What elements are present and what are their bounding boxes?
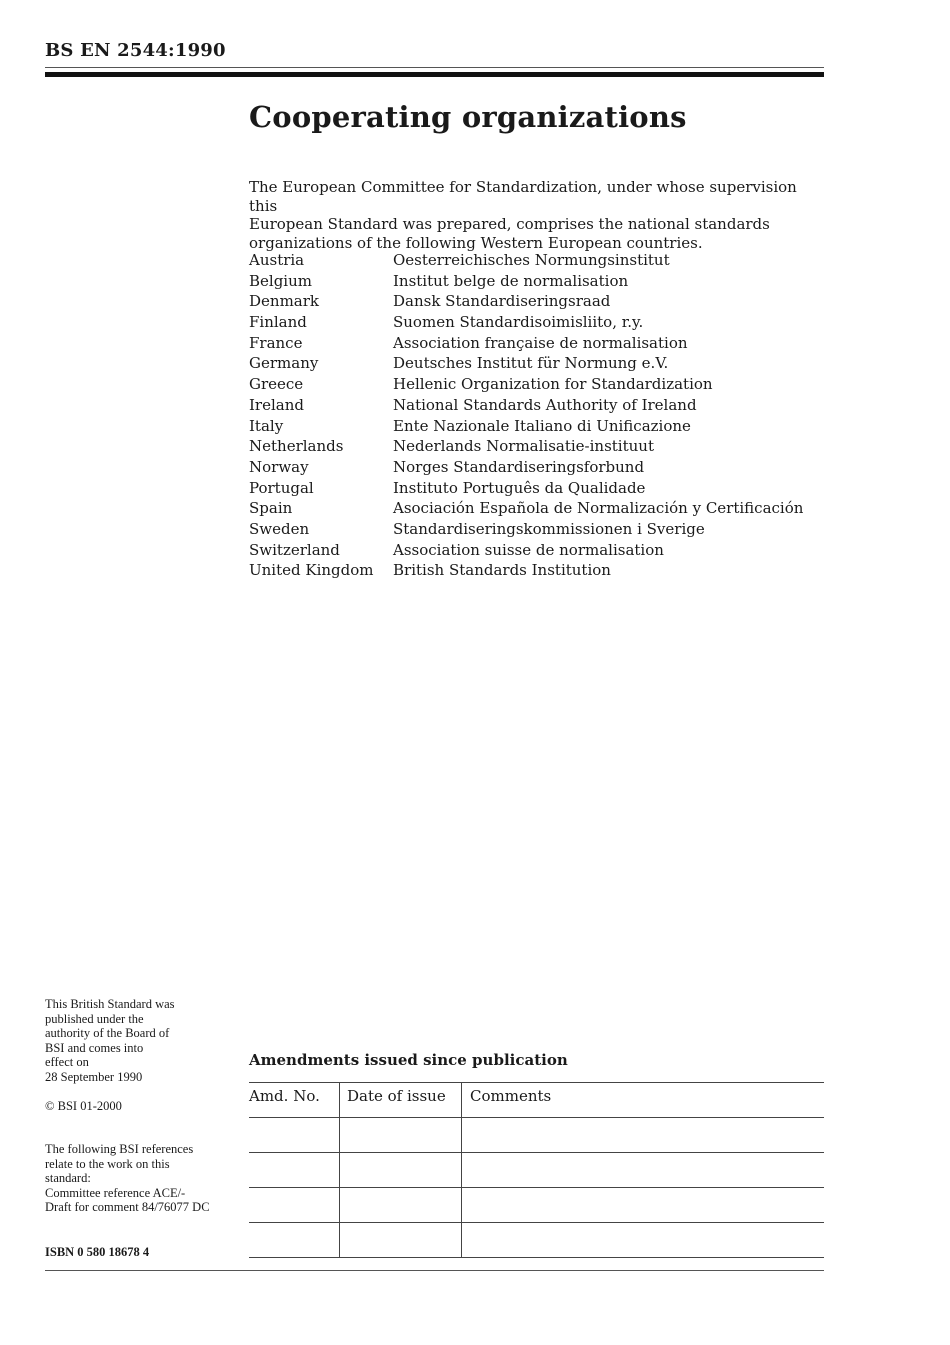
organization-name: Association suisse de normalisation <box>393 540 664 559</box>
organization-name: Hellenic Organization for Standardization <box>393 375 713 394</box>
organization-name: Dansk Standardiseringsraad <box>393 292 611 311</box>
footer-rule <box>45 1270 824 1271</box>
document-code: BS EN 2544:1990 <box>45 40 226 61</box>
header-rule-thick <box>45 72 824 77</box>
table-rule <box>249 1082 824 1083</box>
organization-name: Institut belge de normalisation <box>393 271 629 290</box>
organization-country: Austria <box>249 251 305 269</box>
column-divider <box>339 1082 340 1258</box>
publication-line: 28 September 1990 <box>45 1069 143 1084</box>
organization-name: Association française de normalisation <box>393 333 688 352</box>
amendments-title: Amendments issued since publication <box>249 1051 568 1069</box>
organization-row <box>249 312 803 333</box>
table-rule <box>249 1257 824 1258</box>
organization-country: France <box>249 333 303 352</box>
organization-name: British Standards Institution <box>393 561 611 580</box>
organization-row <box>249 416 803 437</box>
organization-row <box>249 271 803 292</box>
amendments-table <box>249 1082 824 1258</box>
organization-country: Ireland <box>249 395 304 414</box>
organization-row <box>249 519 803 540</box>
column-header-amd-no: Amd. No. <box>249 1087 320 1105</box>
intro-paragraph <box>249 178 829 252</box>
organization-name: Deutsches Institut für Normung e.V. <box>393 354 669 373</box>
organization-country: Switzerland <box>249 540 340 559</box>
organization-name: National Standards Authority of Ireland <box>393 395 697 414</box>
organization-country: Portugal <box>249 478 314 497</box>
column-divider <box>461 1082 462 1258</box>
publication-line: This British Standard was <box>45 997 175 1011</box>
organization-name: Norges Standardiseringsforbund <box>393 457 645 476</box>
organization-country: Finland <box>249 313 307 332</box>
organization-row <box>249 353 803 374</box>
references-line: relate to the work on this <box>45 1156 170 1171</box>
organization-row <box>249 374 803 395</box>
publication-line: authority of the Board of <box>45 1026 170 1041</box>
organization-row <box>249 250 803 271</box>
header-rule-thin <box>45 67 824 68</box>
organization-name: Oesterreichisches Normungsinstitut <box>393 251 670 269</box>
organization-country: Norway <box>249 457 309 476</box>
organization-name: Asociación Española de Normalización y Certificación <box>393 499 804 518</box>
organization-name: Ente Nazionale Italiano di Unificazione <box>393 416 691 435</box>
organization-country: Italy <box>249 416 284 435</box>
table-rule <box>249 1222 824 1223</box>
column-header-date-of-issue: Date of issue <box>347 1087 446 1105</box>
publication-note <box>45 997 175 1085</box>
organization-country: Spain <box>249 499 293 518</box>
publication-line: BSI and comes into <box>45 1040 144 1055</box>
organization-country: Germany <box>249 354 319 373</box>
organization-row <box>249 540 803 561</box>
organization-row <box>249 457 803 478</box>
intro-line: European Standard was prepared, comprises the national standards <box>249 215 770 233</box>
organization-row <box>249 291 803 312</box>
organization-row <box>249 498 803 519</box>
organization-list <box>249 250 803 581</box>
isbn: ISBN 0 580 18678 4 <box>45 1245 150 1259</box>
organization-country: United Kingdom <box>249 561 374 580</box>
table-rule <box>249 1117 824 1118</box>
organization-country: Netherlands <box>249 437 344 456</box>
organization-name: Instituto Português da Qualidade <box>393 478 646 497</box>
table-rule <box>249 1152 824 1153</box>
references-line: The following BSI references <box>45 1142 194 1156</box>
organization-row <box>249 333 803 354</box>
intro-line: The European Committee for Standardization, under whose supervision this <box>249 178 797 215</box>
table-rule <box>249 1187 824 1188</box>
page-title: Cooperating organizations <box>249 100 687 134</box>
organization-row <box>249 395 803 416</box>
column-header-comments: Comments <box>470 1087 552 1105</box>
references-line: standard: <box>45 1171 91 1186</box>
intro-line: organizations of the following Western European countries. <box>249 233 703 252</box>
organization-country: Denmark <box>249 292 319 311</box>
organization-row <box>249 560 803 581</box>
organization-country: Greece <box>249 375 304 394</box>
organization-row <box>249 436 803 457</box>
organization-name: Standardiseringskommissionen i Sverige <box>393 519 705 538</box>
organization-name: Suomen Standardisoimisliito, r.y. <box>393 313 644 332</box>
organization-name: Nederlands Normalisatie-instituut <box>393 437 654 456</box>
organization-country: Belgium <box>249 271 312 290</box>
references-note <box>45 1142 210 1215</box>
publication-line: effect on <box>45 1055 89 1070</box>
references-line: Committee reference ACE/- <box>45 1185 186 1200</box>
publication-line: published under the <box>45 1011 144 1026</box>
organization-row <box>249 478 803 499</box>
organization-country: Sweden <box>249 519 310 538</box>
references-line: Draft for comment 84/76077 DC <box>45 1200 210 1215</box>
copyright-note: © BSI 01-2000 <box>45 1099 122 1113</box>
